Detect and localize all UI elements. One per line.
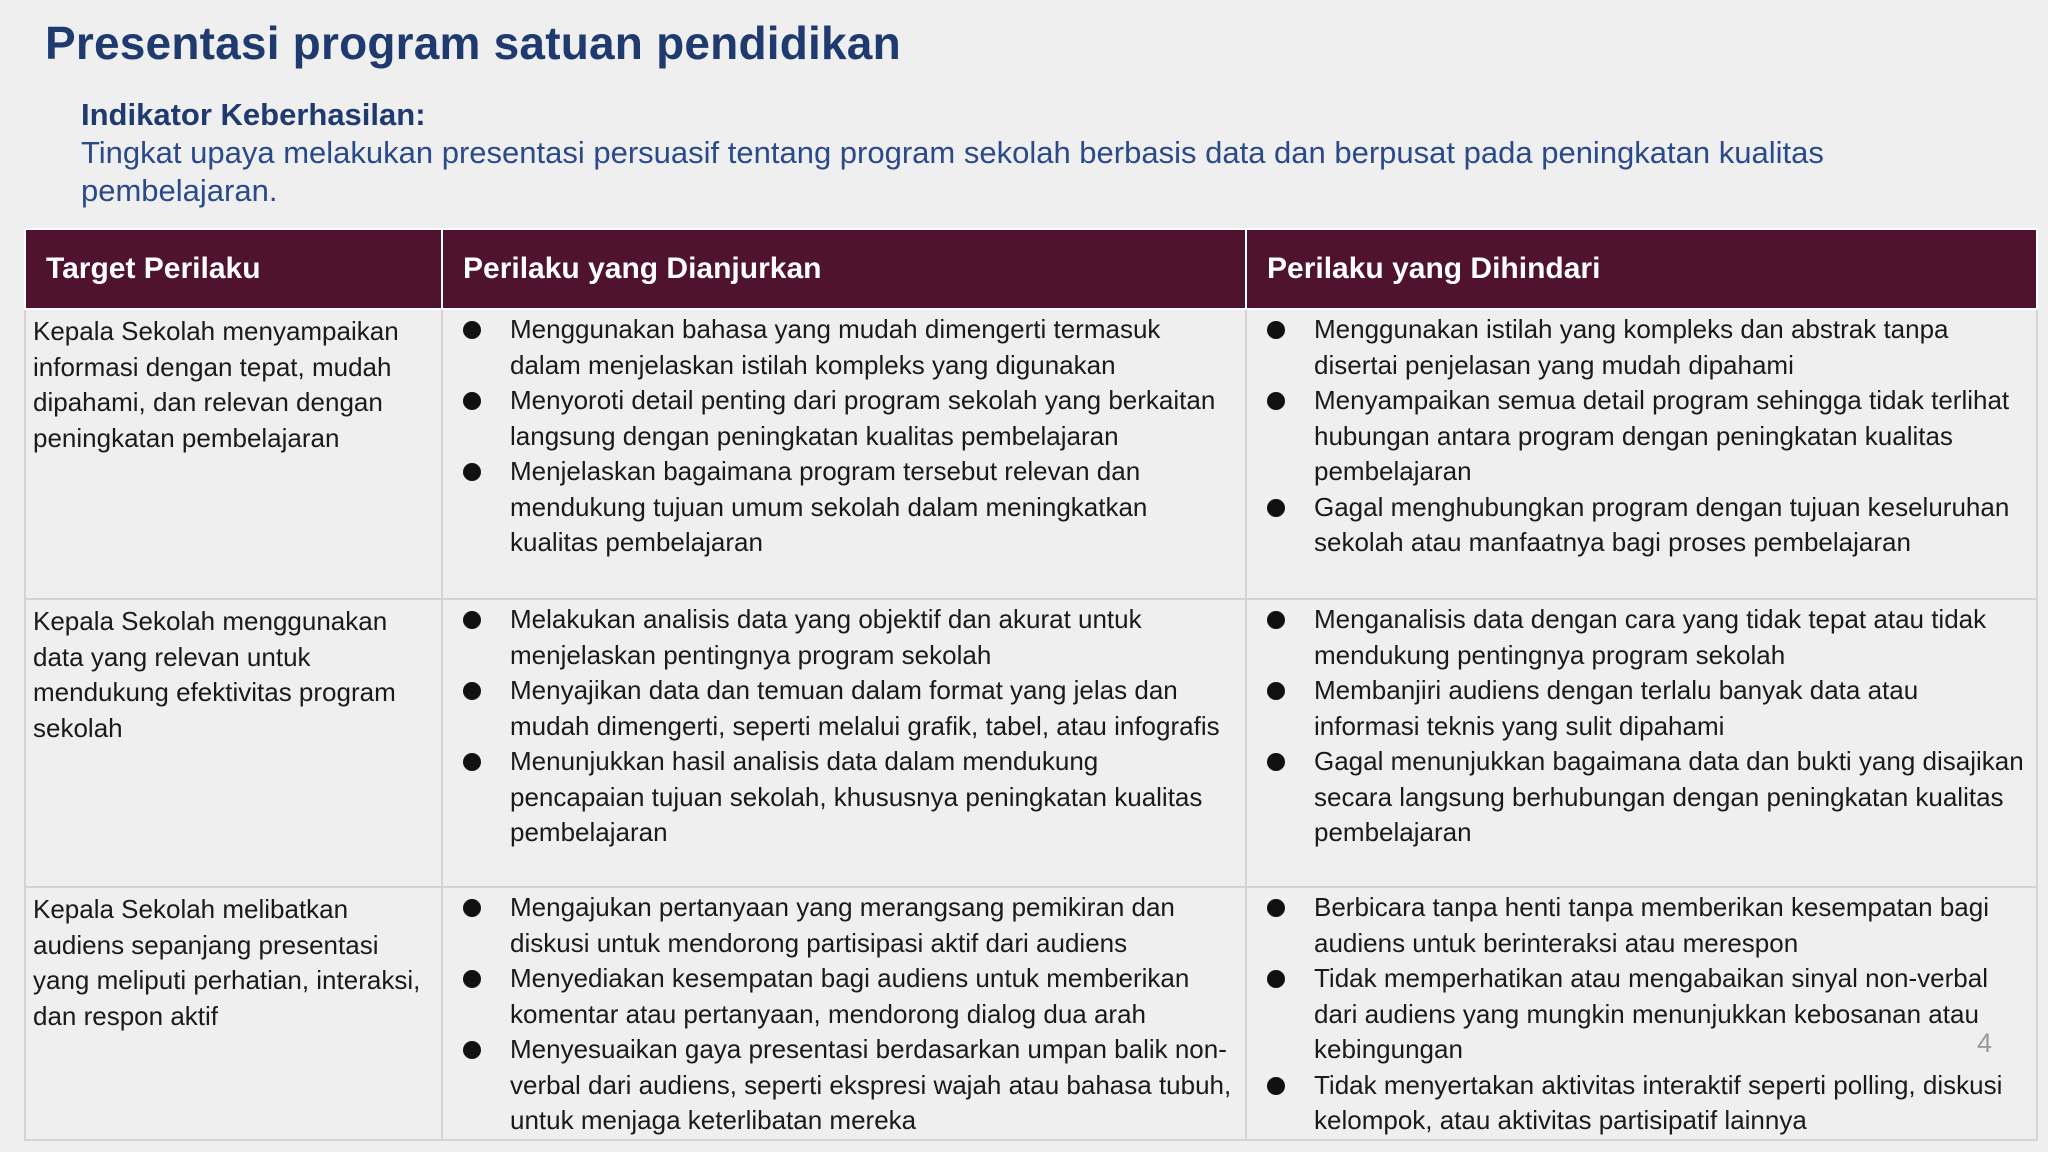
list-item: Menunjukkan hasil analisis data dalam mendukung pencapaian tujuan sekolah, khususnya peningkatan kualitas pembelajaran bbox=[443, 744, 1237, 851]
bullet-icon bbox=[463, 1041, 481, 1059]
list-item: Gagal menghubungkan program dengan tujuan keseluruhan sekolah atau manfaatnya bagi proses pembelajaran bbox=[1247, 490, 2028, 561]
recommended-cell bbox=[442, 599, 1246, 887]
bullet-icon bbox=[1267, 753, 1285, 771]
bullet-icon bbox=[463, 970, 481, 988]
list-item: Menyajikan data dan temuan dalam format yang jelas dan mudah dimengerti, seperti melalui grafik, tabel, atau infografis bbox=[443, 673, 1237, 744]
table-header-row bbox=[25, 229, 2037, 309]
list-item: Menjelaskan bagaimana program tersebut relevan dan mendukung tujuan umum sekolah dalam meningkatkan kualitas pembelajaran bbox=[443, 454, 1237, 561]
list-item: Melakukan analisis data yang objektif dan akurat untuk menjelaskan pentingnya program sekolah bbox=[443, 602, 1237, 673]
list-item: Menyampaikan semua detail program sehingga tidak terlihat hubungan antara program dengan peningkatan kualitas pembelajaran bbox=[1247, 383, 2028, 490]
list-item: Tidak memperhatikan atau mengabaikan sinyal non-verbal dari audiens yang mungkin menunjukkan kebosanan atau kebingungan bbox=[1247, 961, 2028, 1068]
bullet-icon bbox=[463, 321, 481, 339]
list-item: Tidak menyertakan aktivitas interaktif seperti polling, diskusi kelompok, atau aktivitas partisipatif lainnya bbox=[1247, 1068, 2028, 1139]
bullet-icon bbox=[1267, 1077, 1285, 1095]
list-item: Menggunakan istilah yang kompleks dan abstrak tanpa disertai penjelasan yang mudah dipahami bbox=[1247, 312, 2028, 383]
table-row bbox=[25, 887, 2037, 1140]
list-item: Menyediakan kesempatan bagi audiens untuk memberikan komentar atau pertanyaan, mendorong dialog dua arah bbox=[443, 961, 1237, 1032]
bullet-icon bbox=[463, 899, 481, 917]
bullet-icon bbox=[1267, 499, 1285, 517]
table-row bbox=[25, 309, 2037, 599]
list-item: Membanjiri audiens dengan terlalu banyak data atau informasi teknis yang sulit dipahami bbox=[1247, 673, 2028, 744]
target-cell: Kepala Sekolah menggunakan data yang relevan untuk mendukung efektivitas program sekolah bbox=[25, 599, 442, 887]
header-avoided: Perilaku yang Dihindari bbox=[1246, 229, 2037, 309]
bullet-icon bbox=[1267, 899, 1285, 917]
header-recommended: Perilaku yang Dianjurkan bbox=[442, 229, 1246, 309]
list-item: Gagal menunjukkan bagaimana data dan bukti yang disajikan secara langsung berhubungan dengan peningkatan kualitas pembelajaran bbox=[1247, 744, 2028, 851]
bullet-icon bbox=[463, 753, 481, 771]
bullet-icon bbox=[463, 682, 481, 700]
recommended-cell bbox=[442, 887, 1246, 1140]
bullet-icon bbox=[463, 392, 481, 410]
bullet-icon bbox=[1267, 970, 1285, 988]
list-item: Menyesuaikan gaya presentasi berdasarkan umpan balik non-verbal dari audiens, seperti ekspresi wajah atau bahasa tubuh, untuk menjaga keterlibatan mereka bbox=[443, 1032, 1237, 1139]
recommended-cell bbox=[442, 309, 1246, 599]
bullet-icon bbox=[463, 463, 481, 481]
avoided-cell bbox=[1246, 309, 2037, 599]
list-item: Menyoroti detail penting dari program sekolah yang berkaitan langsung dengan peningkatan kualitas pembelajaran bbox=[443, 383, 1237, 454]
list-item: Menggunakan bahasa yang mudah dimengerti termasuk dalam menjelaskan istilah kompleks yang digunakan bbox=[443, 312, 1237, 383]
bullet-icon bbox=[463, 611, 481, 629]
header-target: Target Perilaku bbox=[25, 229, 442, 309]
indicator-text: Tingkat upaya melakukan presentasi persuasif tentang program sekolah berbasis data dan berpusat pada peningkatan kualitas pembelajaran. bbox=[81, 135, 1824, 208]
list-item: Mengajukan pertanyaan yang merangsang pemikiran dan diskusi untuk mendorong partisipasi aktif dari audiens bbox=[443, 890, 1237, 961]
indicator-label: Indikator Keberhasilan: bbox=[81, 97, 426, 132]
bullet-icon bbox=[1267, 392, 1285, 410]
avoided-cell bbox=[1246, 599, 2037, 887]
page-number: 4 bbox=[1977, 1028, 1993, 1058]
bullet-icon bbox=[1267, 611, 1285, 629]
bullet-icon bbox=[1267, 321, 1285, 339]
table-row bbox=[25, 599, 2037, 887]
list-item: Berbicara tanpa henti tanpa memberikan kesempatan bagi audiens untuk berinteraksi atau merespon bbox=[1247, 890, 2028, 961]
target-cell: Kepala Sekolah menyampaikan informasi dengan tepat, mudah dipahami, dan relevan dengan peningkatan pembelajaran bbox=[25, 309, 442, 599]
page-title: Presentasi program satuan pendidikan bbox=[45, 17, 901, 69]
target-cell: Kepala Sekolah melibatkan audiens sepanjang presentasi yang meliputi perhatian, interaksi, dan respon aktif bbox=[25, 887, 442, 1140]
avoided-cell bbox=[1246, 887, 2037, 1140]
list-item: Menganalisis data dengan cara yang tidak tepat atau tidak mendukung pentingnya program sekolah bbox=[1247, 602, 2028, 673]
behavior-table bbox=[24, 228, 2038, 1141]
bullet-icon bbox=[1267, 682, 1285, 700]
